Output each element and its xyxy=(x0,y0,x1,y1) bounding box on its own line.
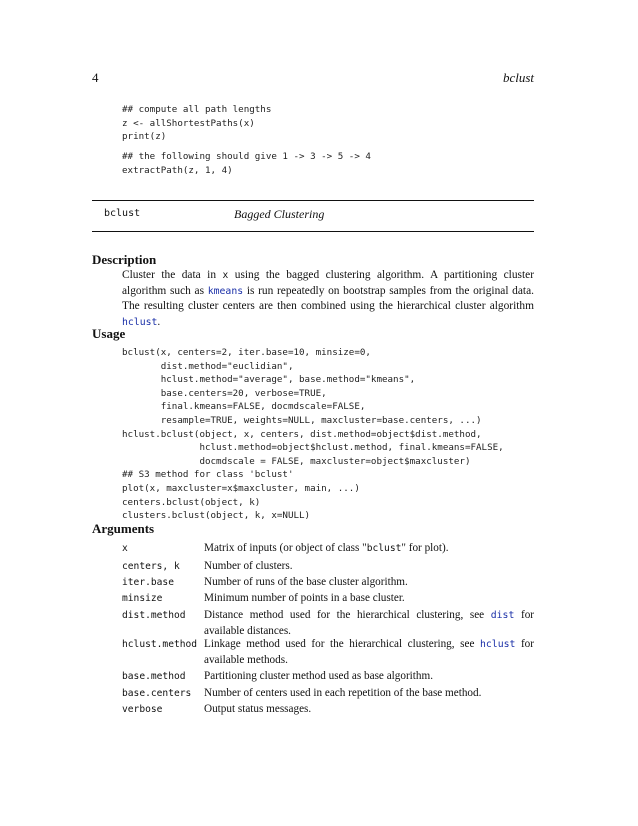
argument-text: Linkage method used for the hierarchical clustering, see xyxy=(204,638,480,650)
argument-name: iter.base xyxy=(122,577,174,588)
argument-name: base.method xyxy=(122,671,186,682)
banner-function-name: bclust xyxy=(104,208,141,219)
usage-code-line: bclust(x, centers=2, iter.base=10, minsize=0, xyxy=(122,347,371,358)
argument-description xyxy=(204,559,534,574)
usage-code-line: hclust.bclust(object, x, centers, dist.method=object$dist.method, xyxy=(122,428,482,440)
usage-code-line: docmdscale = FALSE, maxcluster=object$maxcluster) xyxy=(122,455,471,467)
argument-name: centers, k xyxy=(122,561,180,572)
hclust-link[interactable]: hclust xyxy=(122,316,158,328)
kmeans-link[interactable]: kmeans xyxy=(207,285,244,297)
description-text: . xyxy=(157,315,161,328)
argument-description xyxy=(204,608,534,638)
argument-text: for available distances. xyxy=(204,609,535,637)
argument-text: for available methods. xyxy=(204,638,535,666)
banner-top-rule xyxy=(92,200,534,201)
argument-text: Partitioning cluster method used as base algorithm. xyxy=(204,670,433,682)
arguments-heading: Arguments xyxy=(92,521,155,536)
argument-name: verbose xyxy=(122,704,163,715)
argument-description xyxy=(204,637,534,667)
usage-code-line: final.kmeans=FALSE, docmdscale=FALSE, xyxy=(122,401,366,413)
example-code-line: z <- allShortestPaths(x) xyxy=(122,117,255,129)
argument-text: Number of centers used in each repetition of the base method. xyxy=(204,687,482,699)
usage-code-line: centers.bclust(object, k) xyxy=(122,496,261,508)
argument-text: Number of clusters. xyxy=(204,560,293,572)
argument-text: Number of runs of the base cluster algorithm. xyxy=(204,576,408,588)
argument-description xyxy=(204,591,534,606)
hclust-link[interactable]: hclust xyxy=(480,639,516,650)
usage-code-line: clusters.bclust(object, k, x=NULL) xyxy=(122,510,311,522)
argument-text: Minimum number of points in a base cluster. xyxy=(204,592,405,604)
usage-code-line: hclust.method="average", base.method="kmeans", xyxy=(122,374,416,386)
example-code-line: ## compute all path lengths xyxy=(122,104,272,115)
description-text: is run repeatedly on bootstrap samples from the original data. The resulting cluster centers are then combined using the hierarchical cluster algorithm xyxy=(122,284,535,312)
example-code-line: extractPath(z, 1, 4) xyxy=(122,164,233,176)
usage-code-line: hclust.method=object$hclust.method, final.kmeans=FALSE, xyxy=(122,442,504,454)
argument-name: minsize xyxy=(122,593,163,604)
argument-text: " for plot). xyxy=(401,542,449,554)
argument-text: Matrix of inputs (or object of class " xyxy=(204,542,367,554)
usage-code-line: base.centers=20, verbose=TRUE, xyxy=(122,387,327,399)
argument-name: dist.method xyxy=(122,610,186,621)
argument-text: Output status messages. xyxy=(204,703,312,715)
argument-description xyxy=(204,686,534,701)
running-header-title: bclust xyxy=(502,70,534,85)
dist-link[interactable]: dist xyxy=(490,610,515,621)
usage-code-line: plot(x, maxcluster=x$maxcluster, main, ...) xyxy=(122,483,360,494)
usage-heading: Usage xyxy=(92,326,126,341)
usage-code-line: ## S3 method for class 'bclust' xyxy=(122,469,294,481)
description-heading: Description xyxy=(92,252,157,267)
argument-description xyxy=(204,575,534,590)
example-code-line: ## the following should give 1 -> 3 -> 5 -> 4 xyxy=(122,151,371,162)
usage-code-line: resample=TRUE, weights=NULL, maxcluster=base.centers, ...) xyxy=(122,415,482,426)
argument-name: x xyxy=(122,543,128,554)
usage-code-line: dist.method="euclidian", xyxy=(122,360,294,372)
banner-title: Bagged Clustering xyxy=(234,207,325,221)
argument-name: hclust.method xyxy=(122,639,198,650)
banner-bottom-rule xyxy=(92,231,534,232)
description-text: Cluster the data in xyxy=(122,269,223,281)
inline-code-bclust: bclust xyxy=(366,543,402,554)
argument-description xyxy=(204,669,534,684)
argument-description xyxy=(204,702,534,717)
argument-text: Distance method used for the hierarchical clustering, see xyxy=(204,609,491,621)
argument-description xyxy=(204,541,534,557)
inline-code-x: x xyxy=(222,270,229,281)
description-text: using the bagged clustering algorithm. A partitioning cluster algorithm such as xyxy=(122,269,534,297)
description-paragraph xyxy=(122,268,534,330)
page-number: 4 xyxy=(92,70,99,85)
argument-name: base.centers xyxy=(122,688,192,699)
example-code-line: print(z) xyxy=(122,131,167,143)
